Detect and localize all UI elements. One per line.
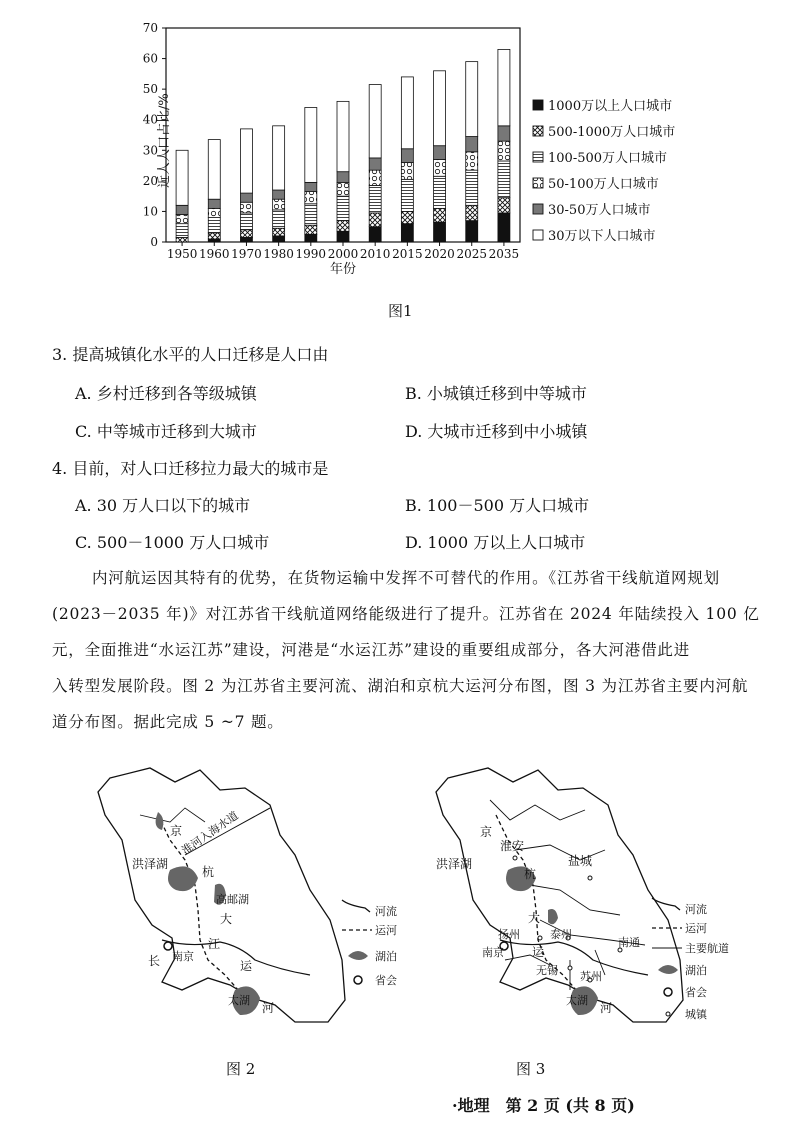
bar-segment-circles xyxy=(273,199,285,210)
x-tick-label: 1950 xyxy=(166,247,198,261)
legend-label: 1000万以上人口城市 xyxy=(548,99,673,114)
question-4-option-a: A. 30 万人口以下的城市 xyxy=(75,496,251,515)
map2-label: 洪泽湖 xyxy=(132,857,169,871)
map3-label: 运 xyxy=(532,945,545,959)
map3-label: 河 xyxy=(600,1001,613,1015)
y-tick-label: 60 xyxy=(142,51,158,66)
bar-segment-hlines xyxy=(305,204,317,225)
y-tick-label: 10 xyxy=(142,204,158,219)
x-tick-label: 2000 xyxy=(327,247,359,261)
legend-label: 50-100万人口城市 xyxy=(548,177,659,192)
map2-label: 京 xyxy=(170,824,183,838)
figure-1-chart xyxy=(0,0,800,300)
x-tick-label: 2020 xyxy=(424,247,455,261)
bar-segment-circles xyxy=(337,182,349,196)
bar-segment-cross xyxy=(498,198,510,213)
legend-swatch xyxy=(533,152,543,162)
bar-segment-hlines xyxy=(176,224,188,238)
town-marker xyxy=(588,876,592,880)
question-3-option-c: C. 中等城市迁移到大城市 xyxy=(75,422,257,441)
figure-3-map xyxy=(420,760,750,1060)
bar-segment-gray xyxy=(466,137,478,152)
page-footer: ·地理 第 2 页 (共 8 页) xyxy=(452,1096,635,1115)
passage-line: 道分布图。据此完成 5 ~7 题。 xyxy=(52,713,284,731)
bar-segment-solid xyxy=(273,236,285,242)
map3-label: 南通 xyxy=(618,936,640,949)
question-4-stem: 4. 目前，对人口迁移拉力最大的城市是 xyxy=(52,459,329,478)
map2-label: 运 xyxy=(240,959,253,973)
map3-label: 泰州 xyxy=(550,928,572,941)
map3-label: 苏州 xyxy=(580,970,602,983)
y-tick-label: 50 xyxy=(142,82,158,97)
bar-segment-circles xyxy=(208,208,220,217)
map2-label: 河 xyxy=(262,1001,275,1015)
bar-segment-gray xyxy=(401,149,413,163)
bar-segment-cross xyxy=(337,221,349,232)
bar-segment-gray xyxy=(498,126,510,141)
chart-xlabel: 年份 xyxy=(329,262,357,277)
y-tick-label: 70 xyxy=(142,21,158,35)
map3-legend-label: 河流 xyxy=(685,903,707,916)
bar-segment-circles xyxy=(401,163,413,180)
question-3-option-b: B. 小城镇迁移到中等城市 xyxy=(405,384,587,403)
bar-segment-cross xyxy=(208,233,220,239)
bar-segment-solid xyxy=(434,222,446,242)
capital-marker xyxy=(164,942,172,950)
map2-legend-label: 湖泊 xyxy=(375,950,397,963)
y-tick-label: 0 xyxy=(150,235,158,249)
bar-segment-circles xyxy=(305,192,317,204)
map3-label: 淮安 xyxy=(500,839,525,853)
bar-segment-white xyxy=(401,77,413,149)
map2-label: 长 xyxy=(148,954,161,968)
map3-label: 南京 xyxy=(482,946,504,959)
x-tick-label: 2025 xyxy=(456,247,488,261)
bar-segment-solid xyxy=(498,213,510,242)
map3-label: 杭 xyxy=(524,867,537,881)
map2-label: 杭 xyxy=(202,865,215,879)
map3-legend-label: 城镇 xyxy=(685,1008,707,1021)
map2-label: 江 xyxy=(208,937,221,951)
map3-legend-label: 省会 xyxy=(685,986,707,999)
bar-segment-white xyxy=(305,107,317,182)
map3-label: 无锡 xyxy=(536,964,558,977)
passage-line: 内河航运因其特有的优势，在货物运输中发挥不可替代的作用。《江苏省干线航道网规划 xyxy=(92,569,720,587)
bar-segment-white xyxy=(434,71,446,146)
bar-segment-solid xyxy=(401,224,413,242)
passage xyxy=(52,560,760,740)
bar-segment-gray xyxy=(337,172,349,183)
chart-ylabel: 近人人口占比/% xyxy=(157,93,172,188)
bar-segment-cross xyxy=(305,225,317,234)
bar-segment-white xyxy=(208,140,220,200)
lake-legend-icon xyxy=(348,951,368,960)
bar-segment-cross xyxy=(369,213,381,227)
x-tick-label: 1970 xyxy=(231,247,262,261)
bar-segment-solid xyxy=(305,234,317,242)
bar-segment-white xyxy=(176,150,188,205)
bar-segment-cross xyxy=(401,211,413,223)
question-4-option-b: B. 100－500 万人口城市 xyxy=(405,496,590,515)
map2-legend-label: 运河 xyxy=(375,924,397,937)
legend-label: 100-500万人口城市 xyxy=(548,151,668,166)
bar-segment-solid xyxy=(240,237,252,242)
bar-segment-hlines xyxy=(434,176,446,208)
bar-segment-hlines xyxy=(240,213,252,230)
bar-segment-cross xyxy=(240,230,252,238)
legend-swatch xyxy=(533,178,543,188)
legend-label: 30万以下人口城市 xyxy=(548,229,656,244)
bar-segment-cross xyxy=(176,237,188,242)
question-3-stem: 3. 提高城镇化水平的人口迁移是人口由 xyxy=(52,345,329,364)
town-marker xyxy=(538,936,542,940)
map2-label: 太湖 xyxy=(228,994,250,1007)
bar-segment-white xyxy=(337,101,349,171)
town-legend-icon xyxy=(666,1012,670,1016)
figure-3-caption: 图 3 xyxy=(516,1060,546,1078)
bar-segment-circles xyxy=(369,170,381,185)
map3-label: 扬州 xyxy=(498,928,520,941)
bar-segment-hlines xyxy=(208,218,220,233)
passage-line: 元，全面推进“水运江苏”建设，河港是“水运江苏”建设的重要组成部分，各大河港借此进 xyxy=(52,641,690,659)
bar-segment-solid xyxy=(466,221,478,242)
bar-segment-white xyxy=(466,62,478,137)
map3-legend-label: 湖泊 xyxy=(685,964,707,977)
question-4-option-d: D. 1000 万以上人口城市 xyxy=(405,533,586,552)
bar-segment-circles xyxy=(466,152,478,170)
bar-segment-cross xyxy=(466,205,478,220)
legend-swatch xyxy=(533,126,543,136)
bar-segment-hlines xyxy=(369,185,381,213)
bar-segment-solid xyxy=(337,231,349,242)
bar-segment-gray xyxy=(434,146,446,160)
question-3-option-a: A. 乡村迁移到各等级城镇 xyxy=(75,384,257,403)
passage-line: (2023－2035 年)》对江苏省干线航道网络能级进行了提升。江苏省在 2024 年陆续投入 100 亿 xyxy=(52,605,760,623)
bar-segment-hlines xyxy=(337,196,349,220)
figure-1-caption: 图1 xyxy=(388,302,413,320)
bar-segment-circles xyxy=(498,141,510,161)
x-tick-label: 1990 xyxy=(295,247,327,261)
y-tick-label: 20 xyxy=(142,173,158,188)
bar-segment-white xyxy=(240,129,252,193)
bar-segment-gray xyxy=(176,205,188,214)
bar-segment-hlines xyxy=(498,161,510,198)
jiangsu-outline xyxy=(436,768,683,1022)
map2-legend-label: 河流 xyxy=(375,905,397,918)
bar-segment-white xyxy=(369,85,381,158)
bar-segment-gray xyxy=(240,193,252,202)
bar-segment-white xyxy=(498,49,510,125)
map2-label: 淮河入海水道 xyxy=(179,808,241,858)
question-3-option-d: D. 大城市迁移到中小城镇 xyxy=(405,422,588,441)
figure-2-map xyxy=(80,760,420,1050)
x-tick-label: 2035 xyxy=(488,247,520,261)
x-tick-label: 2010 xyxy=(359,247,391,261)
bar-segment-gray xyxy=(273,190,285,199)
bar-segment-solid xyxy=(208,239,220,242)
y-tick-label: 30 xyxy=(142,143,158,158)
bar-segment-gray xyxy=(369,158,381,170)
bar-segment-solid xyxy=(369,227,381,242)
bar-segment-circles xyxy=(240,202,252,213)
town-marker xyxy=(568,966,572,970)
passage-line: 入转型发展阶段。图 2 为江苏省主要河流、湖泊和京杭大运河分布图，图 3 为江苏省主要内河航 xyxy=(52,677,749,695)
question-4-option-c: C. 500－1000 万人口城市 xyxy=(75,533,270,552)
map3-label: 京 xyxy=(480,825,493,839)
map2-label: 南京 xyxy=(172,950,194,963)
y-tick-label: 40 xyxy=(142,112,158,127)
bar-segment-gray xyxy=(208,199,220,208)
map3-label: 大 xyxy=(528,911,541,925)
legend-swatch xyxy=(533,100,543,110)
legend-label: 30-50万人口城市 xyxy=(548,203,651,218)
bar-segment-hlines xyxy=(466,170,478,205)
legend-swatch xyxy=(533,230,543,240)
bar-segment-cross xyxy=(273,228,285,236)
map3-label: 洪泽湖 xyxy=(436,857,473,871)
capital-legend-icon xyxy=(354,976,362,984)
town-marker xyxy=(513,856,517,860)
map3-label: 太湖 xyxy=(566,994,588,1007)
bar-segment-gray xyxy=(305,182,317,191)
river-legend-icon xyxy=(342,900,370,912)
bar-segment-circles xyxy=(434,159,446,176)
bar-segment-white xyxy=(273,126,285,190)
map2-label: 大 xyxy=(220,912,233,926)
x-tick-label: 1960 xyxy=(198,247,230,261)
bar-segment-circles xyxy=(176,214,188,223)
bar-segment-cross xyxy=(434,208,446,222)
x-tick-label: 1980 xyxy=(263,247,294,261)
x-tick-label: 2015 xyxy=(392,247,423,261)
bar-segment-hlines xyxy=(401,179,413,211)
map3-legend-label: 运河 xyxy=(685,922,707,935)
map2-label: 高邮湖 xyxy=(216,893,249,906)
bar-segment-hlines xyxy=(273,210,285,228)
legend-swatch xyxy=(533,204,543,214)
map3-label: 盐城 xyxy=(568,854,593,868)
map2-legend-label: 省会 xyxy=(375,974,397,987)
figure-2-caption: 图 2 xyxy=(226,1060,256,1078)
map3-legend-label: 主要航道 xyxy=(685,942,729,955)
legend-label: 500-1000万人口城市 xyxy=(548,125,676,140)
capital-legend-icon xyxy=(664,988,672,996)
